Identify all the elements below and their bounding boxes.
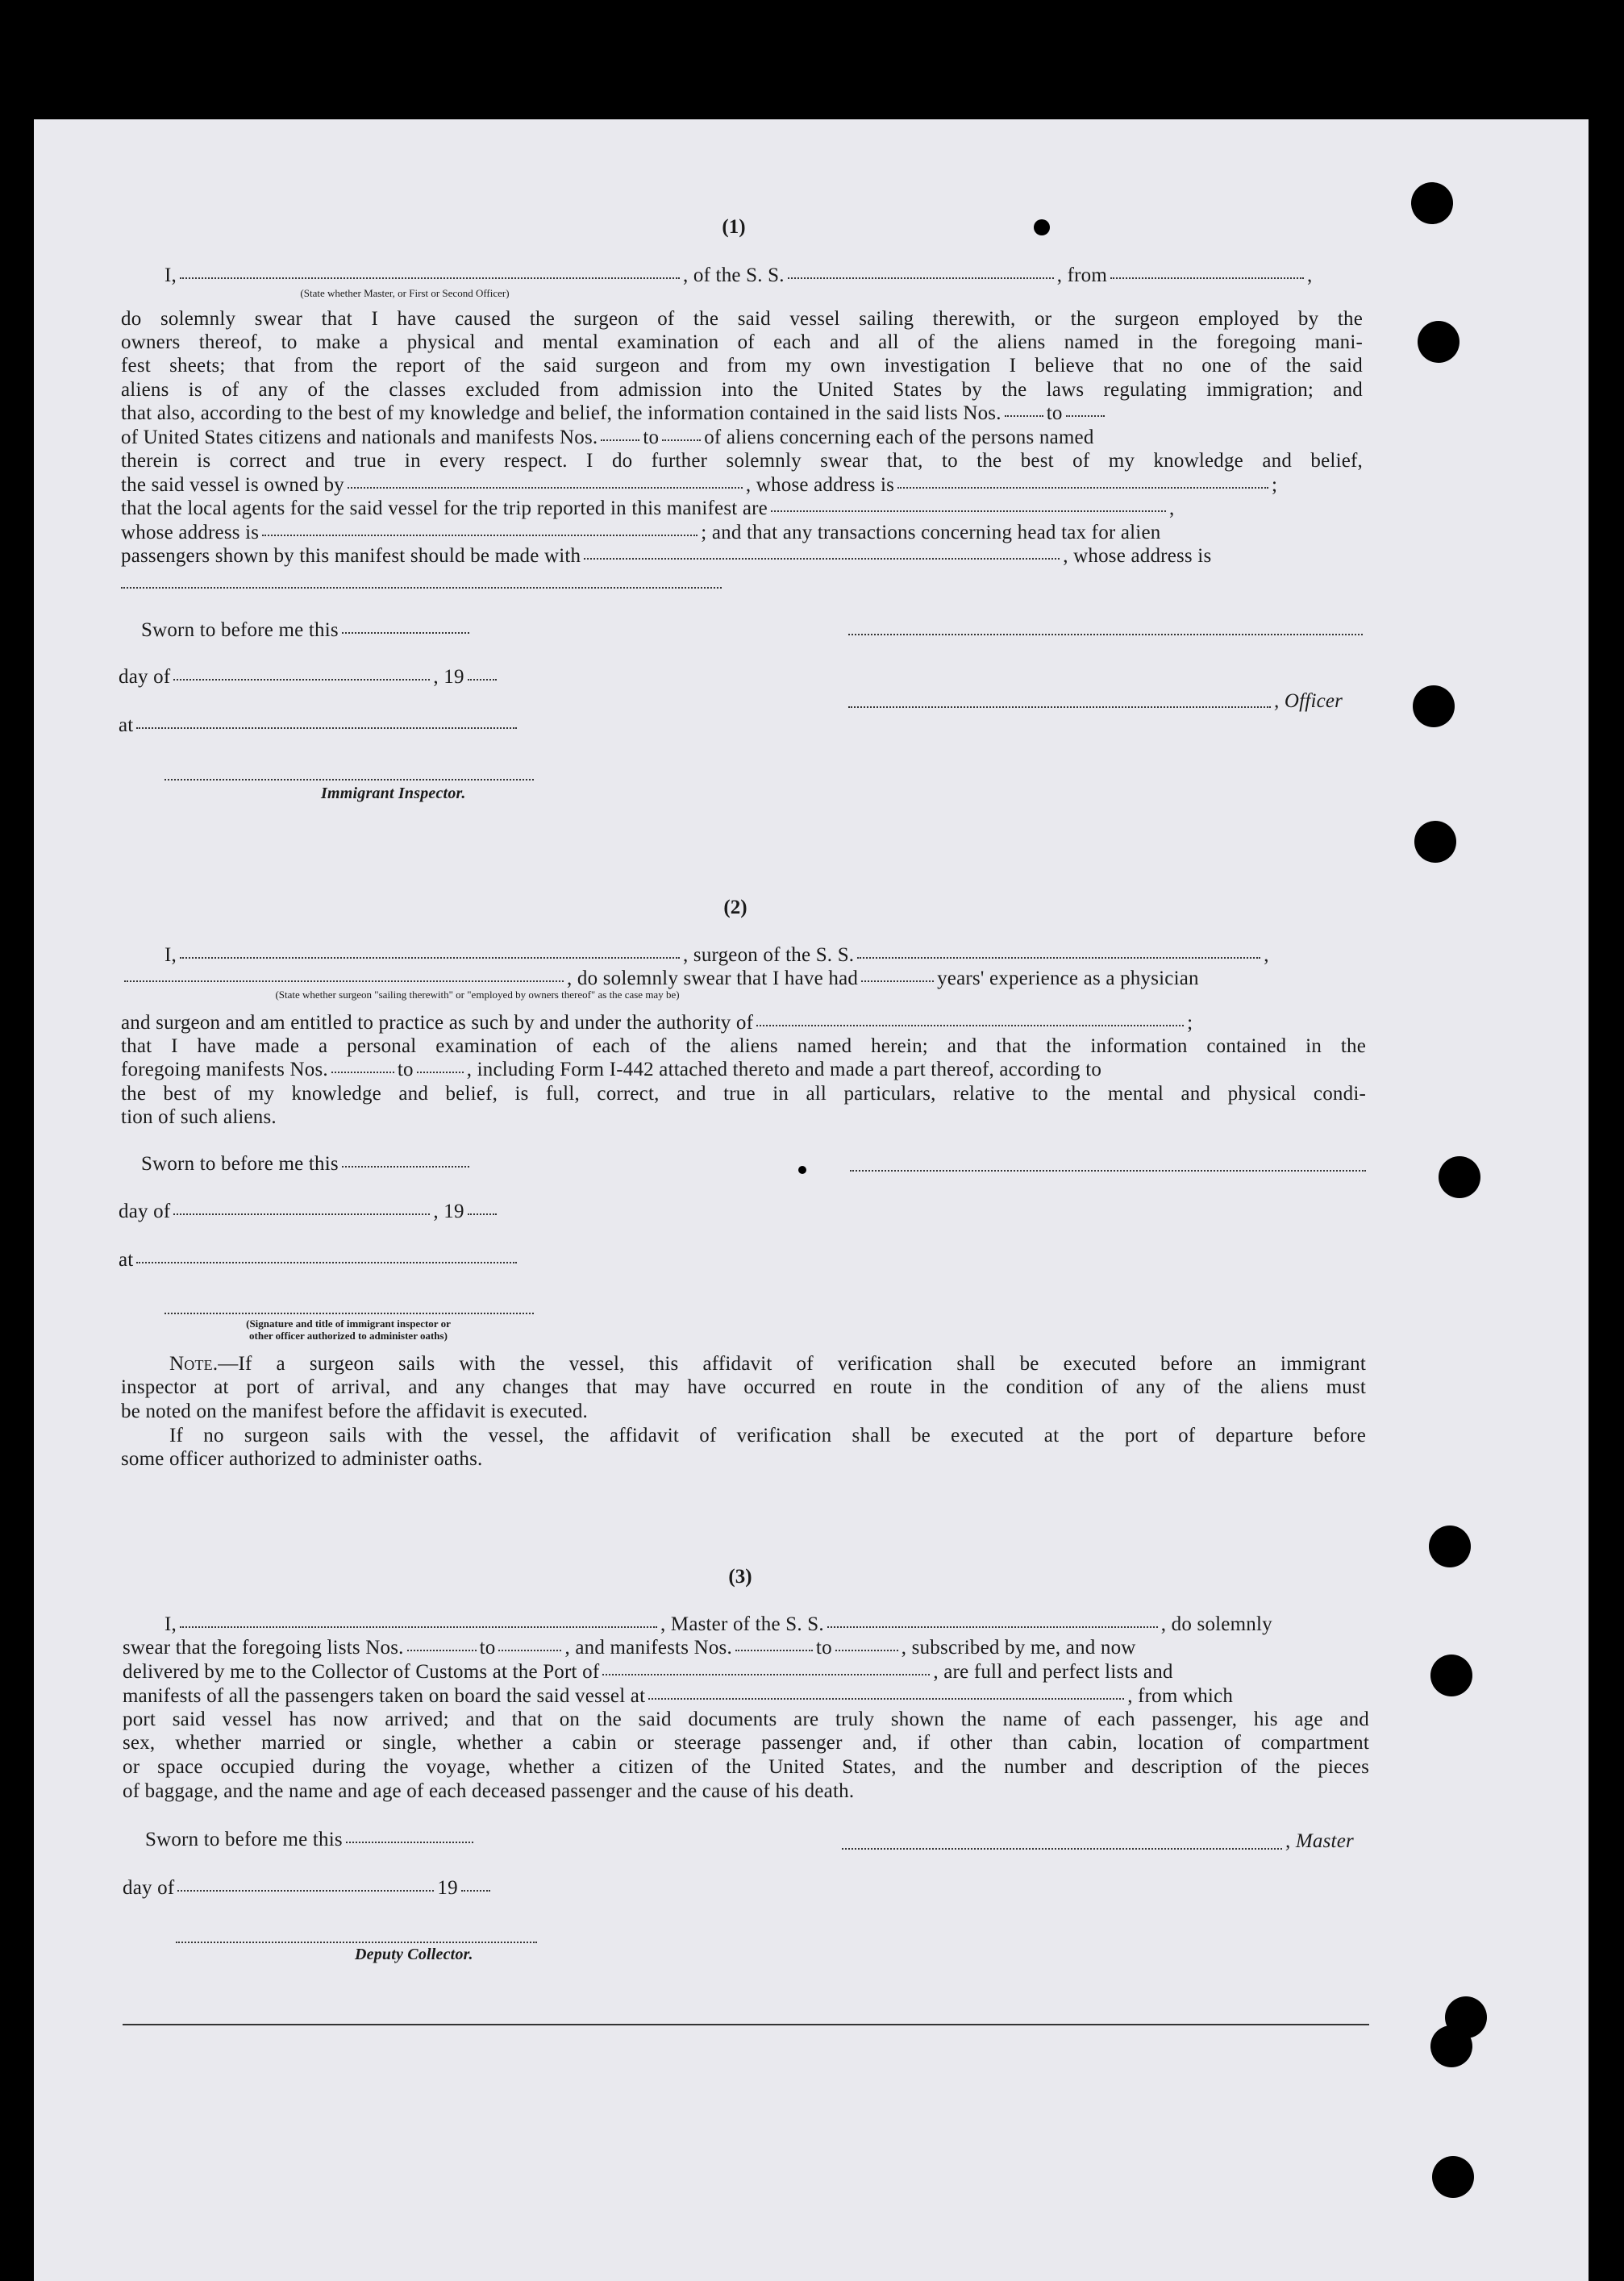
s1-line-4: fest sheets; that from the report of the said surgeon and from my own investigation I believe that no one of the said bbox=[121, 355, 1363, 377]
s2-sig-note-2: other officer authorized to administer oaths) bbox=[249, 1330, 448, 1342]
s2-line-5: foregoing manifests Nos. to , including Form I-442 attached thereto and made a part thereof, according to bbox=[121, 1059, 1102, 1080]
s2-line-3: and surgeon and am entitled to practice as such by and under the authority of ; bbox=[121, 1012, 1193, 1034]
s2-line-4: that I have made a personal examination of each of the aliens named herein; and that the information contained in the bbox=[121, 1035, 1366, 1057]
s1-line-7: of United States citizens and nationals and manifests Nos. to of aliens concerning each of the persons named bbox=[121, 427, 1094, 448]
s1-address-line bbox=[121, 587, 722, 589]
s1-officer-note: (State whether Master, or First or Second Officer) bbox=[300, 287, 510, 299]
s3-line-6: sex, whether married or single, whether a cabin or steerage passenger and, if other than cabin, location of compartment bbox=[123, 1732, 1369, 1754]
punch-hole bbox=[1432, 2156, 1474, 2198]
s1-sworn: Sworn to before me this bbox=[141, 619, 473, 642]
s2-note-line-3: be noted on the manifest before the affidavit is executed. bbox=[121, 1401, 588, 1422]
s3-line-8: of baggage, and the name and age of each deceased passenger and the cause of his death. bbox=[123, 1780, 855, 1802]
s3-day: day of 19 bbox=[123, 1877, 493, 1900]
s3-line-2: swear that the foregoing lists Nos. to , and manifests Nos. to , subscribed by me, and now bbox=[123, 1637, 1136, 1659]
s1-line-11: whose address is ; and that any transactions concerning head tax for alien bbox=[121, 522, 1161, 543]
s2-surgeon-signature-line bbox=[850, 1170, 1366, 1172]
s1-day: day of , 19 bbox=[119, 666, 500, 689]
s1-line-2: do solemnly swear that I have caused the surgeon of the said vessel sailing therewith, or the surgeon employed by the bbox=[121, 308, 1363, 330]
punch-hole bbox=[1418, 321, 1460, 363]
s1-line-10: that the local agents for the said vessel for the trip reported in this manifest are , bbox=[121, 497, 1175, 519]
s2-line-2: , do solemnly swear that I have had years' experience as a physician bbox=[121, 968, 1199, 990]
s2-day: day of , 19 bbox=[119, 1201, 500, 1223]
s1-officer-signature-line bbox=[848, 634, 1363, 635]
s1-line-1: I, , of the S. S. , from , bbox=[164, 264, 1313, 286]
ink-speck bbox=[1034, 219, 1050, 235]
s2-inspector-line bbox=[164, 1313, 534, 1314]
s1-line-6: that also, according to the best of my knowledge and belief, the information contained in the said lists Nos. to bbox=[121, 402, 1108, 425]
s3-sworn: Sworn to before me this bbox=[145, 1829, 477, 1851]
s1-at: at bbox=[119, 714, 520, 737]
section-3-heading: (3) bbox=[728, 1566, 752, 1588]
s2-note2-line-1: If no surgeon sails with the vessel, the affidavit of verification shall be executed at the port of departure before bbox=[169, 1425, 1366, 1446]
s3-collector-label: Deputy Collector. bbox=[355, 1946, 473, 1963]
s2-sig-note-1: (Signature and title of immigrant inspector or bbox=[246, 1317, 451, 1330]
punch-hole bbox=[1439, 1156, 1480, 1198]
s2-line-1: I, , surgeon of the S. S. , bbox=[164, 944, 1269, 966]
s1-inspector-line bbox=[164, 779, 534, 780]
s2-line-7: tion of such aliens. bbox=[121, 1106, 277, 1128]
s3-line-7: or space occupied during the voyage, whether a citizen of the United States, and the number and description of the pieces bbox=[123, 1756, 1369, 1778]
s2-note-line-2: inspector at port of arrival, and any changes that may have occurred en route in the condition of any of the aliens must bbox=[121, 1376, 1366, 1398]
s2-sworn: Sworn to before me this bbox=[141, 1153, 473, 1176]
punch-hole bbox=[1429, 1526, 1471, 1567]
s1-line-8: therein is correct and true in every respect. I do further solemnly swear that, to the best of my knowledge and belief, bbox=[121, 450, 1363, 472]
s1-officer-name-line bbox=[848, 706, 1271, 708]
s1-line-5: aliens is of any of the classes excluded from admission into the United States by the laws regulating immigration; and bbox=[121, 379, 1363, 401]
punch-hole bbox=[1413, 685, 1455, 727]
bottom-rule bbox=[123, 2024, 1369, 2025]
punch-hole bbox=[1411, 182, 1453, 224]
s1-line-3: owners thereof, to make a physical and mental examination of each and all of the aliens named in the foregoing mani- bbox=[121, 331, 1363, 353]
s2-line-6: the best of my knowledge and belief, is full, correct, and true in all particulars, relative to the mental and physical condi- bbox=[121, 1083, 1366, 1105]
section-2-heading: (2) bbox=[723, 897, 747, 918]
s3-master-signature-line bbox=[842, 1848, 1282, 1850]
section-1-heading: (1) bbox=[722, 216, 746, 238]
punch-hole bbox=[1430, 1655, 1472, 1696]
s1-officer-label: , Officer bbox=[1274, 690, 1343, 712]
s3-line-3: delivered by me to the Collector of Customs at the Port of , are full and perfect lists and bbox=[123, 1661, 1173, 1683]
s1-line-9: the said vessel is owned by , whose address is ; bbox=[121, 474, 1278, 496]
s2-surgeon-note: (State whether surgeon "sailing therewith" or "employed by owners thereof" as the case may be) bbox=[275, 989, 680, 1001]
s2-note-line-1: Note.—If a surgeon sails with the vessel, this affidavit of verification shall be executed before an immigrant bbox=[169, 1353, 1366, 1375]
punch-hole bbox=[1414, 821, 1456, 863]
s3-line-5: port said vessel has now arrived; and that on the said documents are truly shown the name of each passenger, his age and bbox=[123, 1709, 1369, 1730]
s2-note2-line-2: some officer authorized to administer oaths. bbox=[121, 1448, 483, 1470]
s3-line-4: manifests of all the passengers taken on board the said vessel at , from which bbox=[123, 1685, 1234, 1707]
s1-inspector-label: Immigrant Inspector. bbox=[321, 785, 466, 802]
s2-at: at bbox=[119, 1249, 520, 1272]
punch-hole bbox=[1430, 2025, 1472, 2067]
s3-master-label: , Master bbox=[1285, 1830, 1354, 1852]
s3-line-1: I, , Master of the S. S. , do solemnly bbox=[164, 1613, 1272, 1635]
s1-line-12: passengers shown by this manifest should be made with , whose address is bbox=[121, 545, 1212, 567]
ink-speck bbox=[798, 1166, 806, 1174]
